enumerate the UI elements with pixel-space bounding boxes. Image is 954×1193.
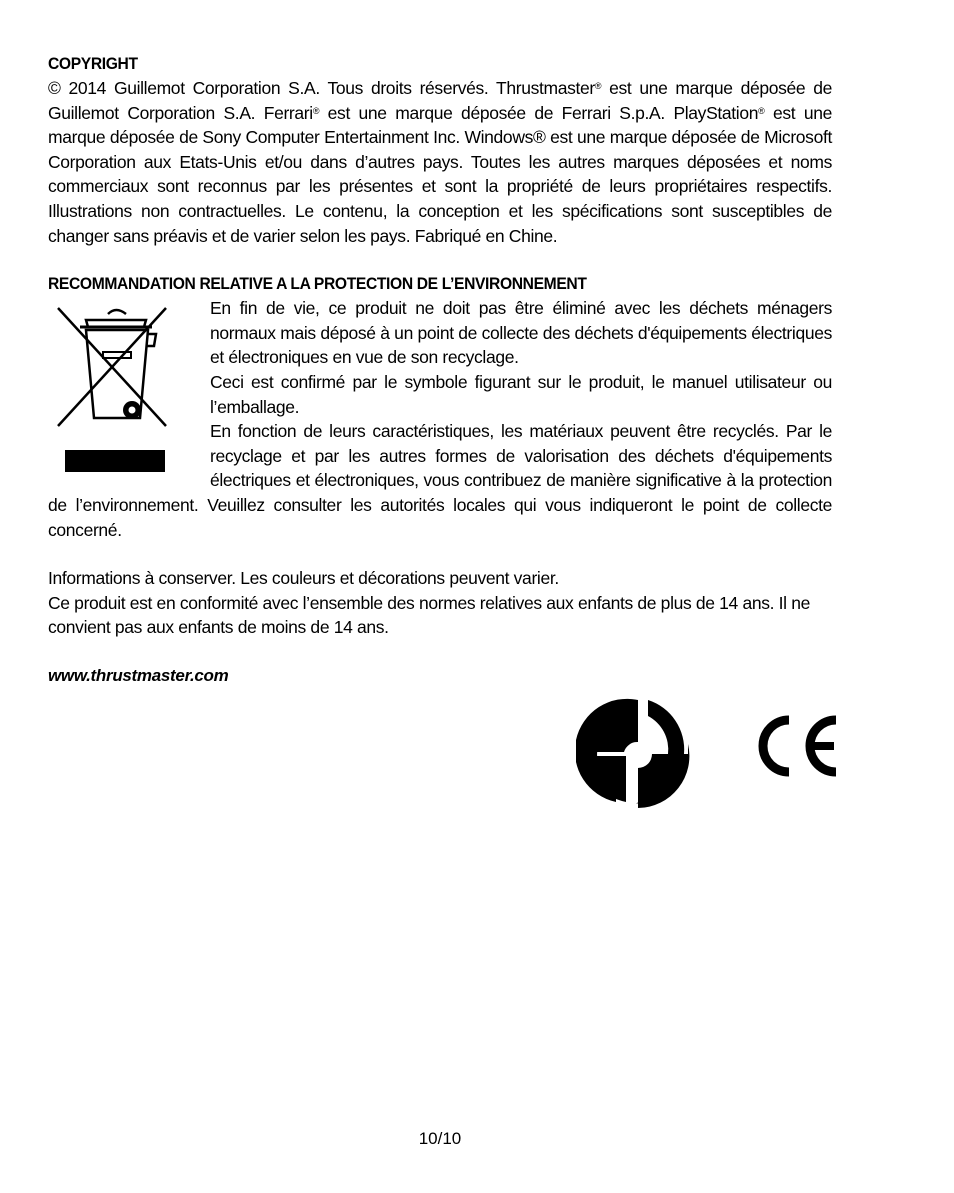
info-section <box>48 566 832 640</box>
logos-svg <box>576 692 838 812</box>
certification-logos <box>576 692 838 812</box>
environment-paragraph-3: En fonction de leurs caractéristiques, les matériaux peuvent être recyclés. Par le recyclage et par les autres formes de valorisation des déchets d'équipements électriques et électroniques, vous contribuez de manière significative à la protection de l’environnement. Veuillez consulter les autorités locales qui vous indiqueront le point de collecte concerné. <box>48 421 832 540</box>
copyright-text-part: est une marque déposée de Guillemot Corporation S.A. Ferrari <box>48 78 832 123</box>
registered-mark: ® <box>594 81 602 91</box>
section-spacer <box>48 542 832 566</box>
copyright-text-part: © 2014 Guillemot Corporation S.A. Tous droits réservés. Thrustmaster <box>48 78 595 98</box>
website-link[interactable]: www.thrustmaster.com <box>48 665 229 685</box>
copyright-section <box>48 52 832 248</box>
document-page <box>48 52 832 688</box>
info-line-2: Ce produit est en conformité avec l’ensemble des normes relatives aux enfants de plus de 14 ans. Il ne convient pas aux enfants de moins de 14 ans. <box>48 592 810 638</box>
crossed-out-wheelie-bin-icon <box>48 300 198 476</box>
copyright-heading: COPYRIGHT <box>48 54 138 73</box>
environment-heading: RECOMMANDATION RELATIVE A LA PROTECTION DE L’ENVIRONNEMENT <box>48 274 587 294</box>
copyright-text-part: est une marque déposée de Sony Computer Entertainment Inc. Windows® est une marque déposée de Microsoft Corporation aux Etats-Unis et/ou dans d’autres pays. Toutes les autres marques déposées et noms commerciaux sont reconnus par les présentes et sont la propriété de leurs propriétaires respectifs. Illustrations non contractuelles. Le contenu, la conception et les spécifications sont susceptibles de changer sans préavis et de varier selon les pays. Fabriqué en Chine. <box>48 102 833 246</box>
environment-section <box>48 272 832 542</box>
registered-mark: ® <box>312 105 320 116</box>
green-dot-icon <box>576 699 689 808</box>
registered-mark: ® <box>758 105 765 116</box>
environment-paragraph-2: Ceci est confirmé par le symbole figurant sur le produit, le manuel utilisateur ou l’emballage. <box>210 371 832 417</box>
info-line-1: Informations à conserver. Les couleurs et décorations peuvent varier. <box>48 568 559 589</box>
ce-mark-icon <box>763 720 836 772</box>
page-number: 10/10 <box>418 1129 462 1148</box>
copyright-text-part: est une marque déposée de Ferrari S.p.A. PlayStation <box>319 102 759 123</box>
environment-paragraph-1: En fin de vie, ce produit ne doit pas être éliminé avec les déchets ménagers normaux mais déposé à un point de collecte des déchets d'équipements électriques et électroniques en vue de son recyclage. <box>210 298 832 368</box>
environment-body <box>48 296 832 542</box>
copyright-text <box>48 76 832 248</box>
